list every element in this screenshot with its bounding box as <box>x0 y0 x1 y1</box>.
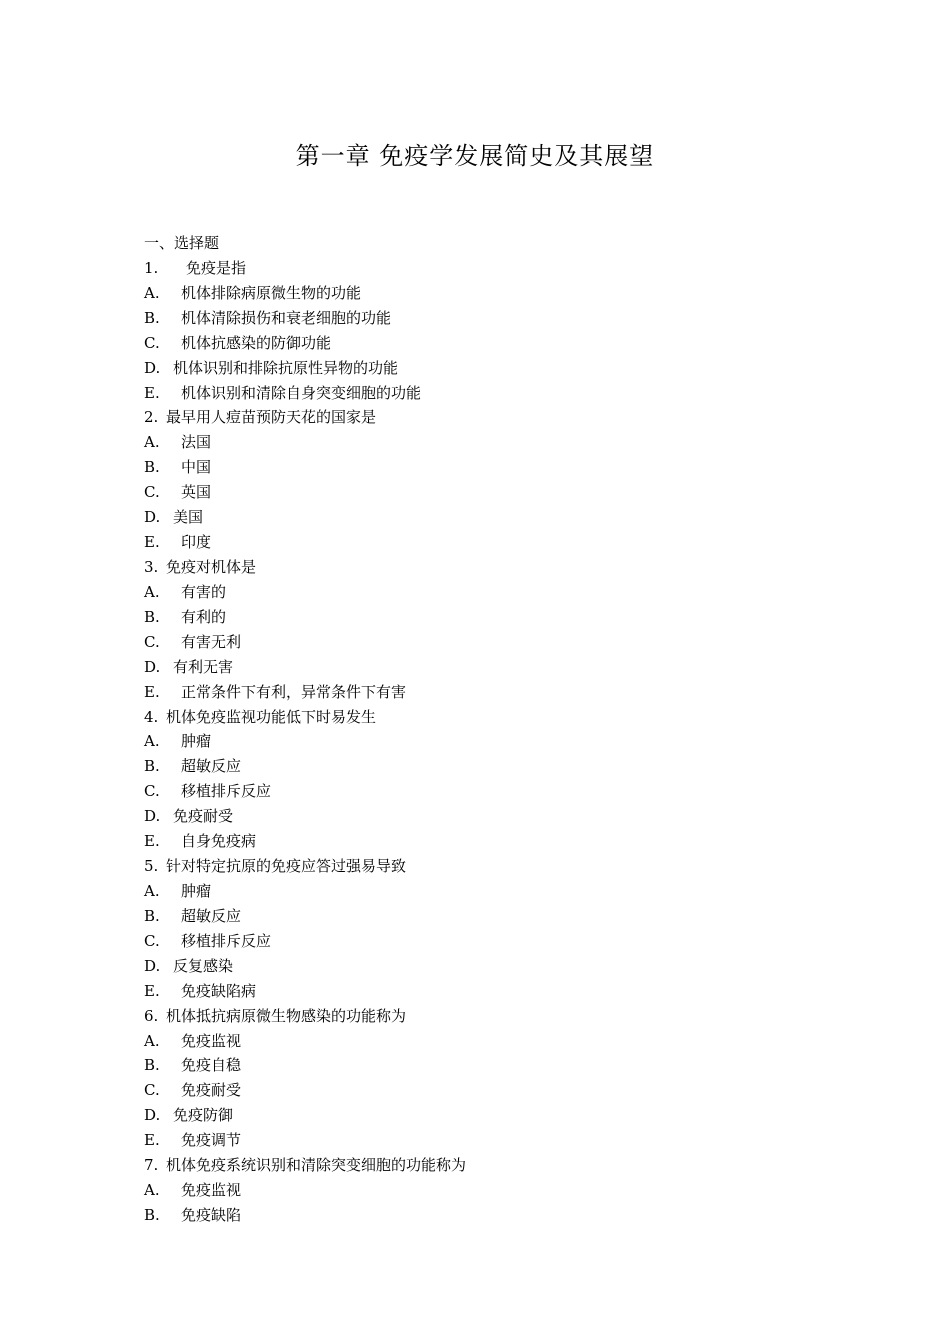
answer-option <box>144 1103 844 1128</box>
option-text: 肿瘤 <box>181 881 212 900</box>
question-stem <box>144 705 844 730</box>
option-text: 有害无利 <box>181 632 242 651</box>
option-text: 免疫耐受 <box>173 807 234 826</box>
option-letter: D. <box>144 956 161 975</box>
answer-option <box>144 1178 844 1203</box>
answer-option <box>144 729 844 754</box>
option-letter: A. <box>144 1181 160 1200</box>
option-text: 肿瘤 <box>181 732 212 751</box>
option-text: 超敏反应 <box>181 757 242 776</box>
answer-option <box>144 1029 844 1054</box>
option-text: 免疫监视 <box>181 1181 242 1200</box>
option-text: 英国 <box>181 483 212 502</box>
answer-option <box>144 954 844 979</box>
option-text: 美国 <box>173 508 204 527</box>
question-stem <box>144 1153 844 1178</box>
option-letter: C. <box>144 1081 160 1100</box>
answer-option <box>144 430 844 455</box>
option-letter: B. <box>144 757 160 776</box>
option-letter: B. <box>144 308 160 327</box>
answer-option <box>144 331 844 356</box>
question-number: 6. <box>144 1006 159 1025</box>
option-text: 正常条件下有利，异常条件下有害 <box>181 682 407 701</box>
answer-option <box>144 804 844 829</box>
option-letter: C. <box>144 333 160 352</box>
question-text: 免疫是指 <box>186 258 247 277</box>
answer-option <box>144 680 844 705</box>
option-letter: C. <box>144 782 160 801</box>
option-text: 移植排斥反应 <box>181 782 272 801</box>
option-letter: B. <box>144 906 160 925</box>
question-number: 7. <box>144 1156 159 1175</box>
option-letter: D. <box>144 1106 161 1125</box>
question-number: 5. <box>144 857 159 876</box>
chapter-title: 第一章 免疫学发展简史及其展望 <box>295 142 655 170</box>
answer-option <box>144 829 844 854</box>
answer-option <box>144 505 844 530</box>
question-number: 1. <box>144 258 159 277</box>
option-text: 机体抗感染的防御功能 <box>181 333 332 352</box>
option-text: 免疫防御 <box>173 1106 234 1125</box>
question-stem <box>144 555 844 580</box>
option-text: 有害的 <box>181 582 227 601</box>
option-text: 免疫缺陷 <box>181 1205 242 1224</box>
answer-option <box>144 306 844 331</box>
answer-option <box>144 530 844 555</box>
option-letter: B. <box>144 1205 160 1224</box>
question-number: 2. <box>144 408 159 427</box>
answer-option <box>144 979 844 1004</box>
option-text: 有利的 <box>181 607 227 626</box>
answer-option <box>144 580 844 605</box>
option-letter: E. <box>144 832 160 851</box>
answer-option <box>144 455 844 480</box>
option-text: 中国 <box>181 458 212 477</box>
answer-option <box>144 1128 844 1153</box>
option-letter: E. <box>144 1131 160 1150</box>
option-letter: C. <box>144 632 160 651</box>
answer-option <box>144 1053 844 1078</box>
option-letter: A. <box>144 283 160 302</box>
option-letter: D. <box>144 508 161 527</box>
question-text: 机体免疫监视功能低下时易发生 <box>166 707 377 726</box>
answer-option <box>144 879 844 904</box>
option-letter: E. <box>144 383 160 402</box>
answer-option <box>144 480 844 505</box>
option-text: 超敏反应 <box>181 906 242 925</box>
question-stem <box>144 1004 844 1029</box>
option-letter: C. <box>144 931 160 950</box>
answer-option <box>144 655 844 680</box>
option-letter: A. <box>144 433 160 452</box>
option-text: 机体识别和清除自身突变细胞的功能 <box>181 383 422 402</box>
question-text: 最早用人痘苗预防天花的国家是 <box>166 408 377 427</box>
answer-option <box>144 356 844 381</box>
answer-option <box>144 929 844 954</box>
option-text: 免疫耐受 <box>181 1081 242 1100</box>
option-letter: A. <box>144 582 160 601</box>
option-letter: A. <box>144 1031 160 1050</box>
option-text: 免疫缺陷病 <box>181 981 257 1000</box>
answer-option <box>144 630 844 655</box>
question-number: 3. <box>144 557 159 576</box>
answer-option <box>144 779 844 804</box>
option-text: 免疫自稳 <box>181 1056 242 1075</box>
option-letter: B. <box>144 607 160 626</box>
option-letter: A. <box>144 732 160 751</box>
answer-option <box>144 1203 844 1228</box>
option-text: 法国 <box>181 433 212 452</box>
option-letter: B. <box>144 1056 160 1075</box>
answer-option <box>144 904 844 929</box>
option-text: 印度 <box>181 533 212 552</box>
option-letter: C. <box>144 483 160 502</box>
option-text: 自身免疫病 <box>181 832 257 851</box>
option-letter: D. <box>144 657 161 676</box>
question-text: 免疫对机体是 <box>166 557 257 576</box>
question-stem <box>144 256 844 281</box>
answer-option <box>144 281 844 306</box>
question-number: 4. <box>144 707 159 726</box>
answer-option <box>144 754 844 779</box>
option-text: 移植排斥反应 <box>181 931 272 950</box>
option-letter: D. <box>144 807 161 826</box>
question-text: 机体免疫系统识别和清除突变细胞的功能称为 <box>166 1156 467 1175</box>
option-text: 机体清除损伤和衰老细胞的功能 <box>181 308 392 327</box>
option-letter: E. <box>144 981 160 1000</box>
question-text: 针对特定抗原的免疫应答过强易导致 <box>166 857 407 876</box>
option-text: 机体识别和排除抗原性异物的功能 <box>173 358 399 377</box>
option-text: 免疫监视 <box>181 1031 242 1050</box>
option-text: 机体排除病原微生物的功能 <box>181 283 362 302</box>
option-text: 反复感染 <box>173 956 234 975</box>
option-letter: B. <box>144 458 160 477</box>
question-stem <box>144 405 844 430</box>
option-letter: A. <box>144 881 160 900</box>
option-text: 免疫调节 <box>181 1131 242 1150</box>
question-stem <box>144 854 844 879</box>
option-text: 有利无害 <box>173 657 234 676</box>
answer-option <box>144 1078 844 1103</box>
answer-option <box>144 381 844 406</box>
section-heading: 一、选择题 <box>144 234 220 252</box>
option-letter: E. <box>144 533 160 552</box>
answer-option <box>144 605 844 630</box>
option-letter: D. <box>144 358 161 377</box>
question-text: 机体抵抗病原微生物感染的功能称为 <box>166 1006 407 1025</box>
option-letter: E. <box>144 682 160 701</box>
question-list <box>144 231 844 1228</box>
